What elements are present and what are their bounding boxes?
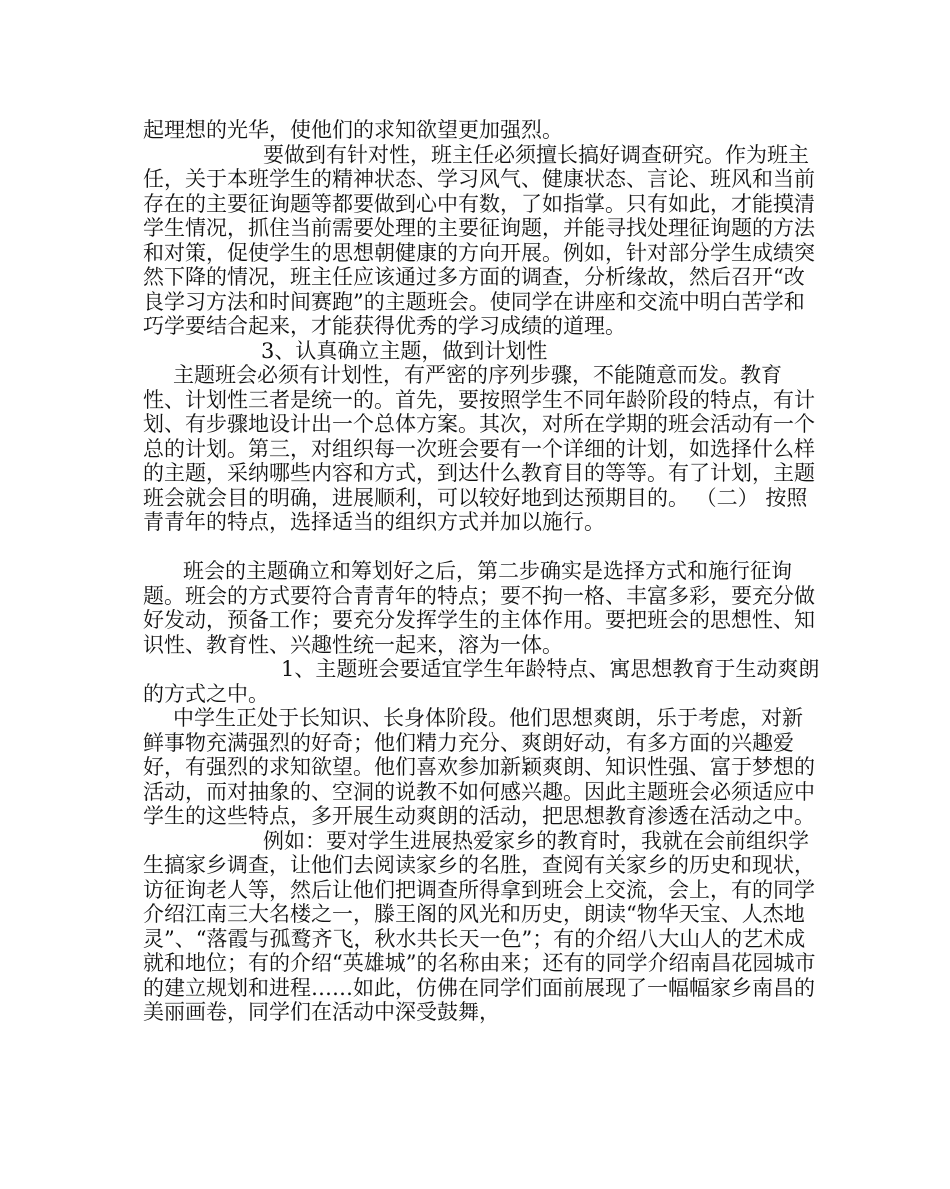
paragraph-5: 中学生正处于长知识、长身体阶段。他们思想爽朗，乐于考虑，对新鲜事物充满强烈的好奇；他们精力充分、爽朗好动，有多方面的兴趣爱好，有强烈的求知欲望。他们喜欢参加新颖爽朗、知识性强、富于梦想的活动，而对抽象的、空洞的说教不如何感兴趣。因此主题班会必须适应中学生的这些特点，多开展生动爽朗的活动，把思想教育渗透在活动之中。	[143, 706, 815, 828]
paragraph-1: 起理想的光华，使他们的求知欲望更加强烈。	[143, 118, 563, 142]
blank-line	[143, 535, 823, 560]
paragraph-3: 主题班会必须有计划性，有严密的序列步骤，不能随意而发。教育性、计划性三者是统一的。首先，要按照学生不同年龄阶段的特点，有计划、有步骤地设计出一个总体方案。其次，对所在学期的班会活动有一个总的计划。第三，对组织每一次班会要有一个详细的计划，如选择什么样的主题，采纳哪些内容和方式，到达什么教育目的等等。有了计划，主题班会就会目的明确，进展顺利，可以较好地到达预期目的。 （二） 按照青青年的特点，选择适当的组织方式并加以施行。	[143, 363, 815, 534]
paragraph-6: 例如：要对学生进展热爱家乡的教育时，我就在会前组织学生搞家乡调查，让他们去阅读家乡的名胜，查阅有关家乡的历史和现状，访征询老人等，然后让他们把调查所得拿到班会上交流，会上，有的同学介绍江南三大名楼之一，滕王阁的风光和历史，朗读“物华天宝、人杰地灵”、“落霞与孤鹜齐飞，秋水共长天一色”；有的介绍八大山人的艺术成就和地位；有的介绍“英雄城”的名称由来；还有的同学介绍南昌花园城市的建立规划和进程……如此，仿佛在同学们面前展现了一幅幅家乡南昌的美丽画卷，同学们在活动中深受鼓舞，	[143, 828, 816, 1024]
paragraph-2: 要做到有针对性，班主任必须擅长搞好调查研究。作为班主任，关于本班学生的精神状态、学习风气、健康状态、言论、班风和当前存在的主要征询题等都要做到心中有数，了如指掌。只有如此，才能摸清学生情况，抓住当前需要处理的主要征询题，并能寻找处理征询题的方法和对策，促使学生的思想朝健康的方向开展。例如，针对部分学生成绩突然下降的情况，班主任应该通过多方面的调查，分析缘故，然后召开“改良学习方法和时间赛跑”的主题班会。使同学在讲座和交流中明白苦学和巧学要结合起来，才能获得优秀的学习成绩的道理。	[143, 142, 815, 338]
paragraph-4: 班会的主题确立和筹划好之后，第二步确实是选择方式和施行征询题。班会的方式要符合青青年的特点；要不拘一格、丰富多彩，要充分做好发动，预备工作；要充分发挥学生的主体作用。要把班会的思想性、知识性、教育性、兴趣性统一起来，溶为一体。	[143, 559, 815, 657]
section-heading-1: 1、主题班会要适宜学生年龄特点、寓思想教育于生动爽朗的方式之中。	[143, 657, 820, 706]
section-heading-3: 3、认真确立主题，做到计划性	[261, 338, 548, 363]
document-body	[143, 118, 823, 1025]
